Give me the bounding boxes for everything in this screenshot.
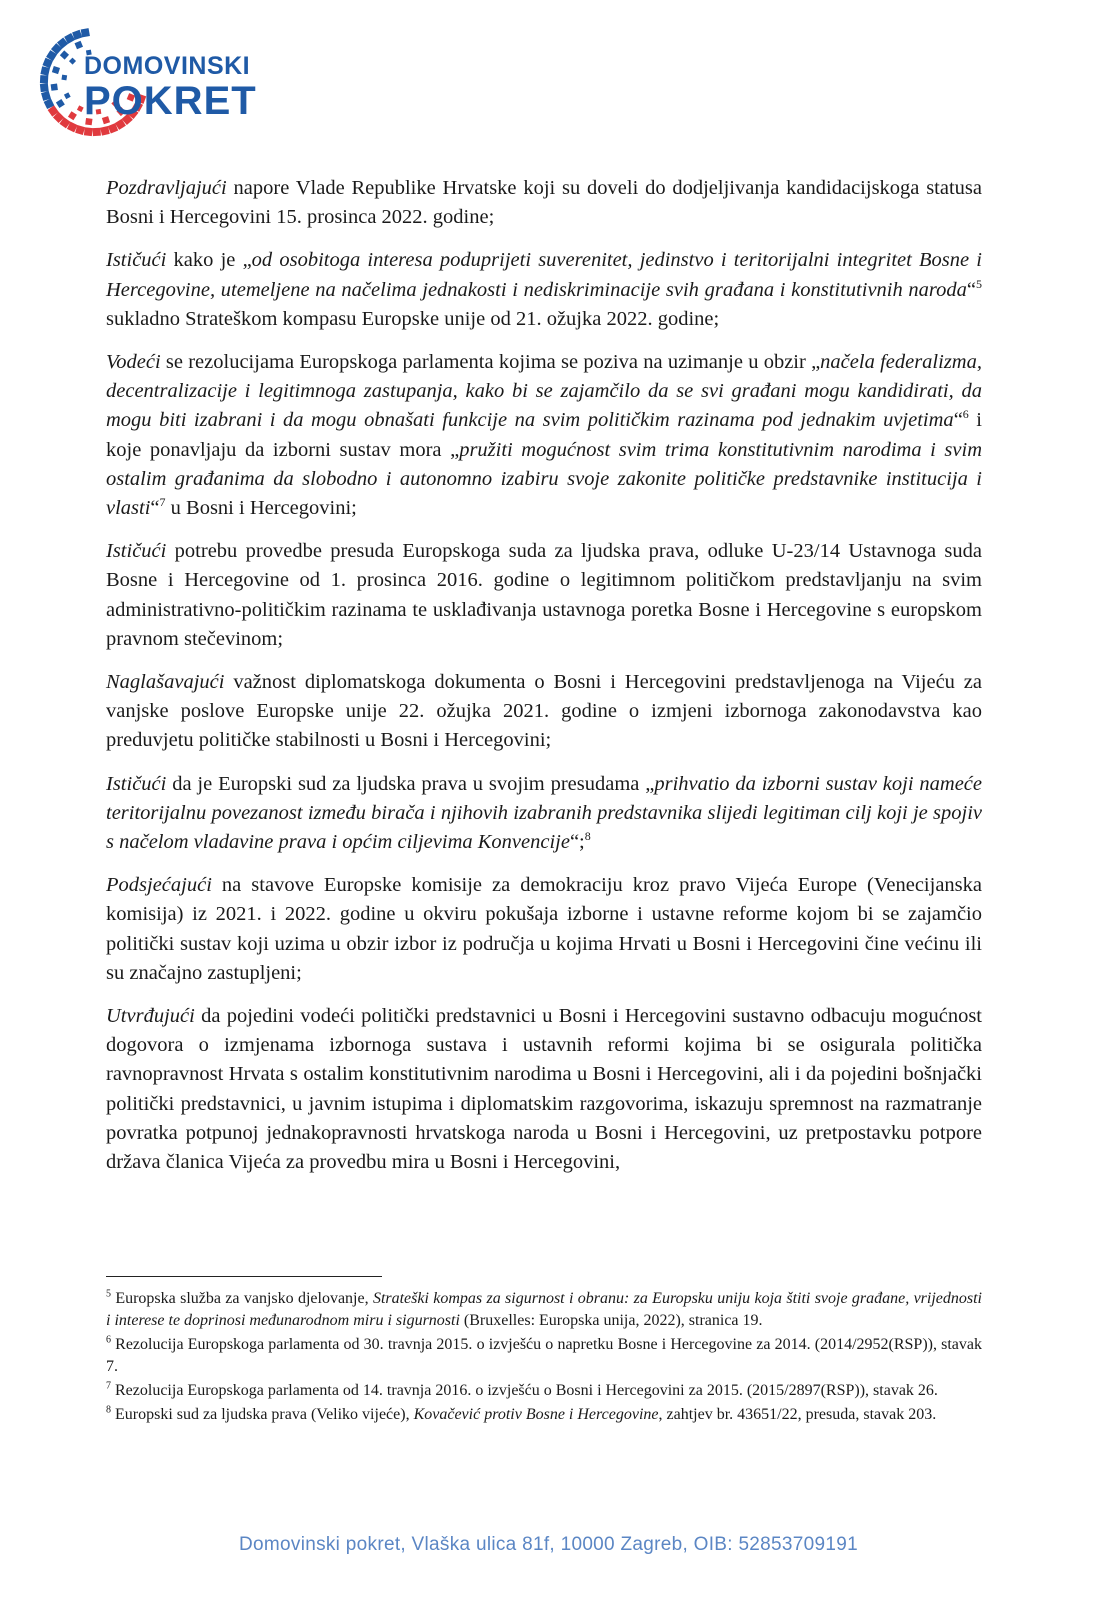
page-footer: Domovinski pokret, Vlaška ulica 81f, 10000 Zagreb, OIB: 52853709191 — [239, 1534, 858, 1555]
paragraph-8 — [106, 1002, 982, 1177]
quote-close: “ — [966, 278, 976, 301]
ring-square — [51, 84, 58, 91]
paragraph-text: kako je „ — [166, 249, 252, 272]
paragraph-lead: Vodeći — [106, 351, 161, 374]
ring-square — [40, 75, 48, 83]
footnotes — [106, 1288, 982, 1428]
footnote-number: 7 — [106, 1380, 111, 1392]
footnote-ref: 6 — [962, 407, 969, 422]
footnote-number: 6 — [106, 1334, 111, 1346]
quotation: pružiti mogućnost svim trima konstitutivnim narodima i svim ostalim građanima da slobodno i autonomno izabiru svoje zakonite političke predstavnike institucija i vlasti — [106, 438, 982, 520]
logo-line1: DOMOVINSKI — [84, 52, 251, 80]
footnote-text: Europski sud za ljudska prava (Veliko vijeće), — [111, 1406, 414, 1423]
ring-square — [61, 75, 67, 81]
footnote-6 — [106, 1334, 982, 1378]
footnote-ref: 8 — [584, 829, 591, 844]
domovinski-pokret-logo — [30, 18, 270, 146]
paragraph-5 — [106, 668, 982, 756]
paragraph-2 — [106, 246, 982, 334]
quote-close: “ — [953, 409, 963, 432]
logo-wordmark — [84, 54, 257, 121]
footnote-text: Rezolucija Europskoga parlamenta od 14. travnja 2016. o izvješću o Bosni i Hercegovini za 2015. (2015/2897(RSP)), stavak 26. — [111, 1382, 938, 1399]
paragraph-text: da je Europski sud za ljudska prava u svojim presudama „ — [166, 772, 655, 795]
footnote-ref: 5 — [976, 276, 982, 291]
paragraph-text: na stavove Europske komisije za demokraciju kroz pravo Vijeća Europe (Venecijanska komisija) iz 2021. i 2022. godine u okviru pokušaja izborne i ustavne reforme kojom bi se zajamčio politički sustav koji uzima u obzir izbor iz područja u kojima Hrvati u Bosni i Hercegovini čine većinu ili su značajno zastupljeni; — [106, 874, 982, 984]
logo-line2: POKRET — [84, 79, 257, 123]
ring-square — [68, 111, 77, 120]
ring-square — [84, 127, 93, 136]
ring-square — [92, 128, 100, 136]
document-body — [106, 174, 982, 1191]
footnote-text: (Bruxelles: Europska unija, 2022), stranica 19. — [459, 1312, 763, 1329]
ring-square — [40, 83, 49, 92]
footnote-ref: 7 — [159, 495, 166, 510]
quotation: prihvatio da izborni sustav koji nameće teritorijalnu povezanost između birača i njihovih izabranih predstavnika slijedi legitiman cilj koji je spojiv s načelom vladavine prava i općim ciljevima Konvencije — [106, 772, 982, 854]
quote-close: “; — [569, 831, 585, 854]
paragraph-6 — [106, 770, 982, 858]
paragraph-lead: Podsjećajući — [106, 874, 212, 897]
paragraph-text: da pojedini vodeći politički predstavnici u Bosni i Hercegovini sustavno odbacuju mogućnost dogovora o izmjenama izbornoga sustava i ustavnih reformi kojima bi se osigurala politička ravnopravnost Hrvata s ostalim konstitutivnim narodima u Bosni i Hercegovini, ali i da pojedini bošnjački politički predstavnici, u javnim istupima i diplomatskim razgovorima, iskazuju spremnost na razmatranje povratka potpunoj jednakopravnosti hrvatskoga naroda u Bosni i Hercegovini, uz pretpostavku potpore država članica Vijeća za provedbu mira u Bosni i Hercegovini, — [106, 1005, 982, 1174]
paragraph-text: sukladno Strateškom kompasu Europske unije od 21. ožujka 2022. godine; — [106, 307, 720, 330]
paragraph-lead: Utvrđujući — [106, 1005, 195, 1028]
paragraph-text: potrebu provedbe presuda Europskoga suda za ljudska prava, odluke U-23/14 Ustavnoga suda Bosne i Hercegovine od 1. prosinca 2016. godine o legitimnom političkom predstavljanju na svim administrativno-političkim razinama te usklađivanja ustavnoga poretka Bosne i Hercegovine s europskom pravnom stečevinom; — [106, 540, 982, 650]
footnote-text: , zahtjev br. 43651/22, presuda, stavak 203. — [658, 1406, 937, 1423]
quotation: od osobitoga interesa poduprijeti suverenitet, jedinstvo i teritorijalni integritet Bosne i Hercegovine, utemeljene na načelima jednakosti i nediskriminacije svih građana i konstitutivnih naroda — [106, 249, 982, 301]
ring-square — [75, 41, 83, 49]
footnote-separator — [106, 1276, 382, 1277]
footnote-8 — [106, 1404, 982, 1426]
paragraph-text: i koje ponavljaju da izborni sustav mora „ — [106, 409, 983, 461]
footnote-title: Strateški kompas za sigurnost i obranu: za Europsku uniju koja štiti svoje građane, vrijednosti i interese te doprinosi međunarodnom miru i sigurnosti — [106, 1290, 983, 1329]
ring-square — [69, 58, 76, 65]
paragraph-lead: Ističući — [106, 540, 167, 563]
ring-square — [60, 50, 69, 59]
footnote-text: Rezolucija Europskoga parlamenta od 30. travnja 2015. o izvješću o napretku Bosne i Hercegovine za 2014. (2014/2952(RSP)), stavak 7. — [106, 1336, 982, 1375]
ring-square — [77, 105, 84, 112]
paragraph-lead: Ističući — [106, 772, 167, 795]
quote-close: “ — [150, 497, 160, 520]
quotation: načela federalizma, decentralizacije i legitimnoga zastupanja, kako bi se zajamčilo da se svi građani mogu kandidirati, da mogu biti izabrani i da mogu obnašati funkcije na svim političkim razinama pod jednakim uvjetima — [106, 351, 982, 432]
paragraph-text: se rezolucijama Europskoga parlamenta kojima se poziva na uzimanje u obzir „ — [160, 351, 821, 374]
footnote-text: Europska služba za vanjsko djelovanje, — [111, 1290, 373, 1307]
footnote-5 — [106, 1288, 982, 1332]
footnote-title: Kovačević protiv Bosne i Hercegovine — [413, 1406, 659, 1423]
paragraph-lead: Ističući — [106, 249, 167, 272]
paragraph-text: napore Vlade Republike Hrvatske koji su doveli do dodjeljivanja kandidacijskoga statusa Bosni i Hercegovini 15. prosinca 2022. godine; — [106, 177, 982, 229]
paragraph-1 — [106, 174, 982, 232]
paragraph-text: u Bosni i Hercegovini; — [165, 497, 357, 520]
footnote-7 — [106, 1380, 982, 1402]
footnote-number: 5 — [106, 1288, 111, 1300]
ring-square — [56, 99, 65, 108]
paragraph-4 — [106, 537, 982, 654]
ring-square — [64, 92, 71, 99]
paragraph-lead: Naglašavajući — [106, 671, 225, 694]
paragraph-3 — [106, 348, 982, 523]
paragraph-lead: Pozdravljajući — [106, 177, 227, 199]
paragraph-7 — [106, 871, 982, 988]
ring-square — [81, 28, 90, 37]
paragraph-text: važnost diplomatskoga dokumenta o Bosni i Hercegovini predstavljenoga na Vijeću za vanjske poslove Europske unije 22. ožujka 2021. godine o izmjeni izbornoga zakonodavstva kao preduvjetu političke stabilnosti u Bosni i Hercegovini; — [106, 671, 982, 752]
ring-square — [52, 66, 60, 74]
footnote-number: 8 — [106, 1404, 111, 1416]
